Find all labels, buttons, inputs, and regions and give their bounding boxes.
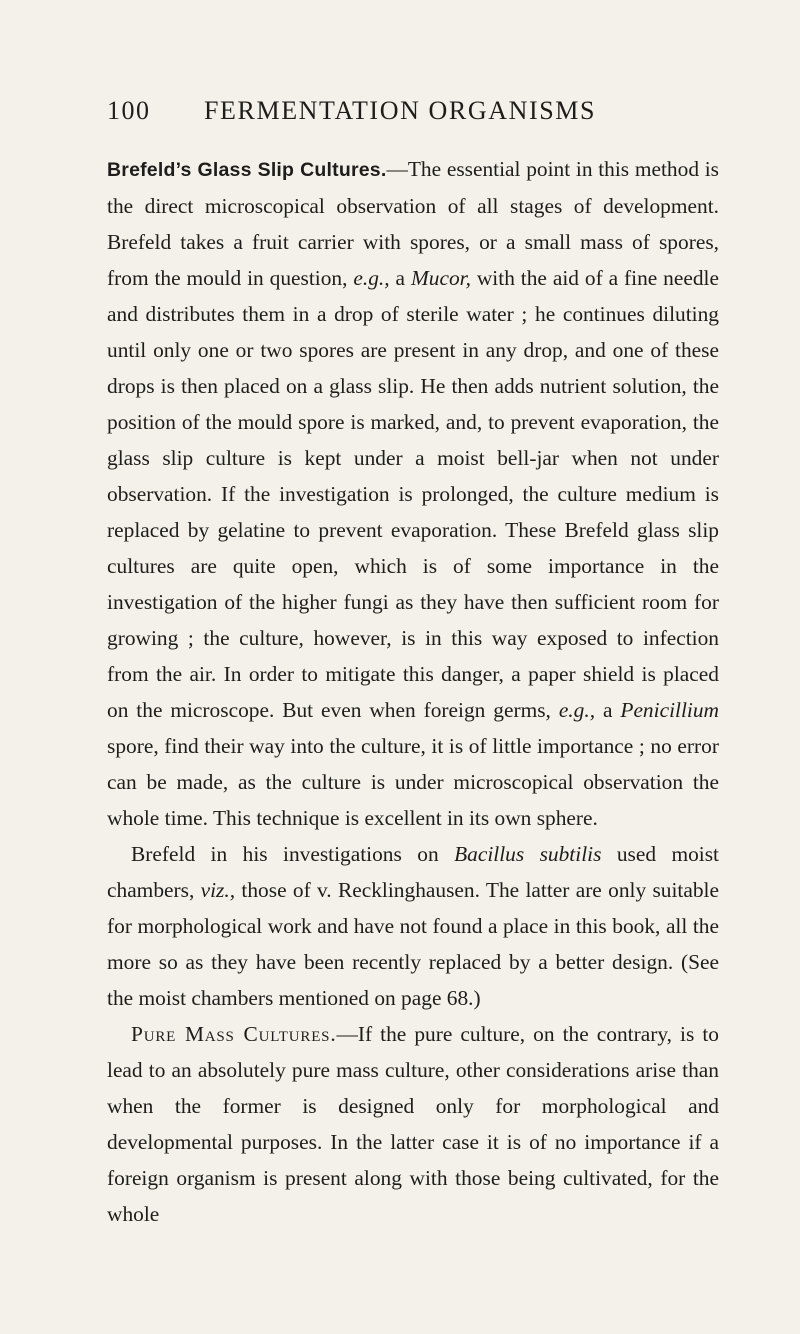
text-segment: used moist chambers,: [107, 842, 719, 902]
section-heading-pure-mass: Pure Mass Cultures.: [131, 1022, 337, 1046]
text-segment: a: [389, 266, 411, 290]
text-segment: Brefeld in his investigations on: [131, 842, 455, 866]
italic-term: e.g.,: [558, 698, 596, 722]
text-segment: with the aid of a fine needle and distributes them in a drop of sterile water ; he continues diluting until only one or two spores are present in any drop, and one of these drops is then placed on a glass slip. He then adds nutrient solution, the position of the mould spore is marked, and, to prevent evaporation, the glass slip culture is kept under a moist bell-jar when not under observation. If the investigation is prolonged, the culture medium is replaced by gelatine to prevent evaporation. These Brefeld glass slip cultures are quite open, which is of some importance in the investigation of the higher fungi as they have then sufficient room for growing ; the culture, however, is in this way exposed to infection from the air. In order to mitigate this danger, a paper shield is placed on the microscope. But even when foreign germs,: [107, 266, 719, 722]
italic-term-penicillium: Penicillium: [620, 698, 719, 722]
text-segment: a: [595, 698, 621, 722]
italic-term-bacillus-subtilis: Bacillus subtilis: [454, 842, 602, 866]
text-segment: —If the pure culture, on the contrary, is to lead to an absolutely pure mass culture, other considerations arise than when the former is designed only for morphological and developmental purposes. In the latter case it is of no importance if a foreign organism is present along with those being cultivated, for the whole: [107, 1022, 719, 1226]
text-segment: spore, find their way into the culture, it is of little importance ; no error can be made, as the culture is under microscopical observation the whole time. This technique is excellent in its own sphere.: [107, 734, 719, 830]
running-head: [107, 96, 719, 136]
running-title: FERMENTATION ORGANISMS: [204, 96, 597, 125]
page-number: 100: [107, 96, 151, 125]
paragraph-pure-mass-cultures: [107, 1016, 719, 1232]
italic-term: e.g.,: [353, 266, 390, 290]
italic-term-mucor: Mucor,: [410, 266, 471, 290]
text-segment: —The essential point in this method is the direct microscopical observation of all stages of development. Brefeld takes a fruit carrier with spores, or a small mass of spores, from the mould in question,: [107, 157, 719, 290]
italic-term-viz: viz.,: [200, 878, 236, 902]
text-segment: those of v. Recklinghausen. The latter are only suitable for morphological work and have not found a place in this book, all the more so as they have been recently replaced by a better design. (See the moist chambers mentioned on page 68.): [107, 878, 719, 1010]
body-text: [107, 151, 719, 1232]
book-page: [107, 96, 719, 1232]
paragraph-bacillus-subtilis: [107, 836, 719, 1016]
paragraph-glass-slip-cultures: [107, 151, 719, 836]
section-heading-glass-slip: Brefeld’s Glass Slip Cultures.: [107, 159, 387, 181]
